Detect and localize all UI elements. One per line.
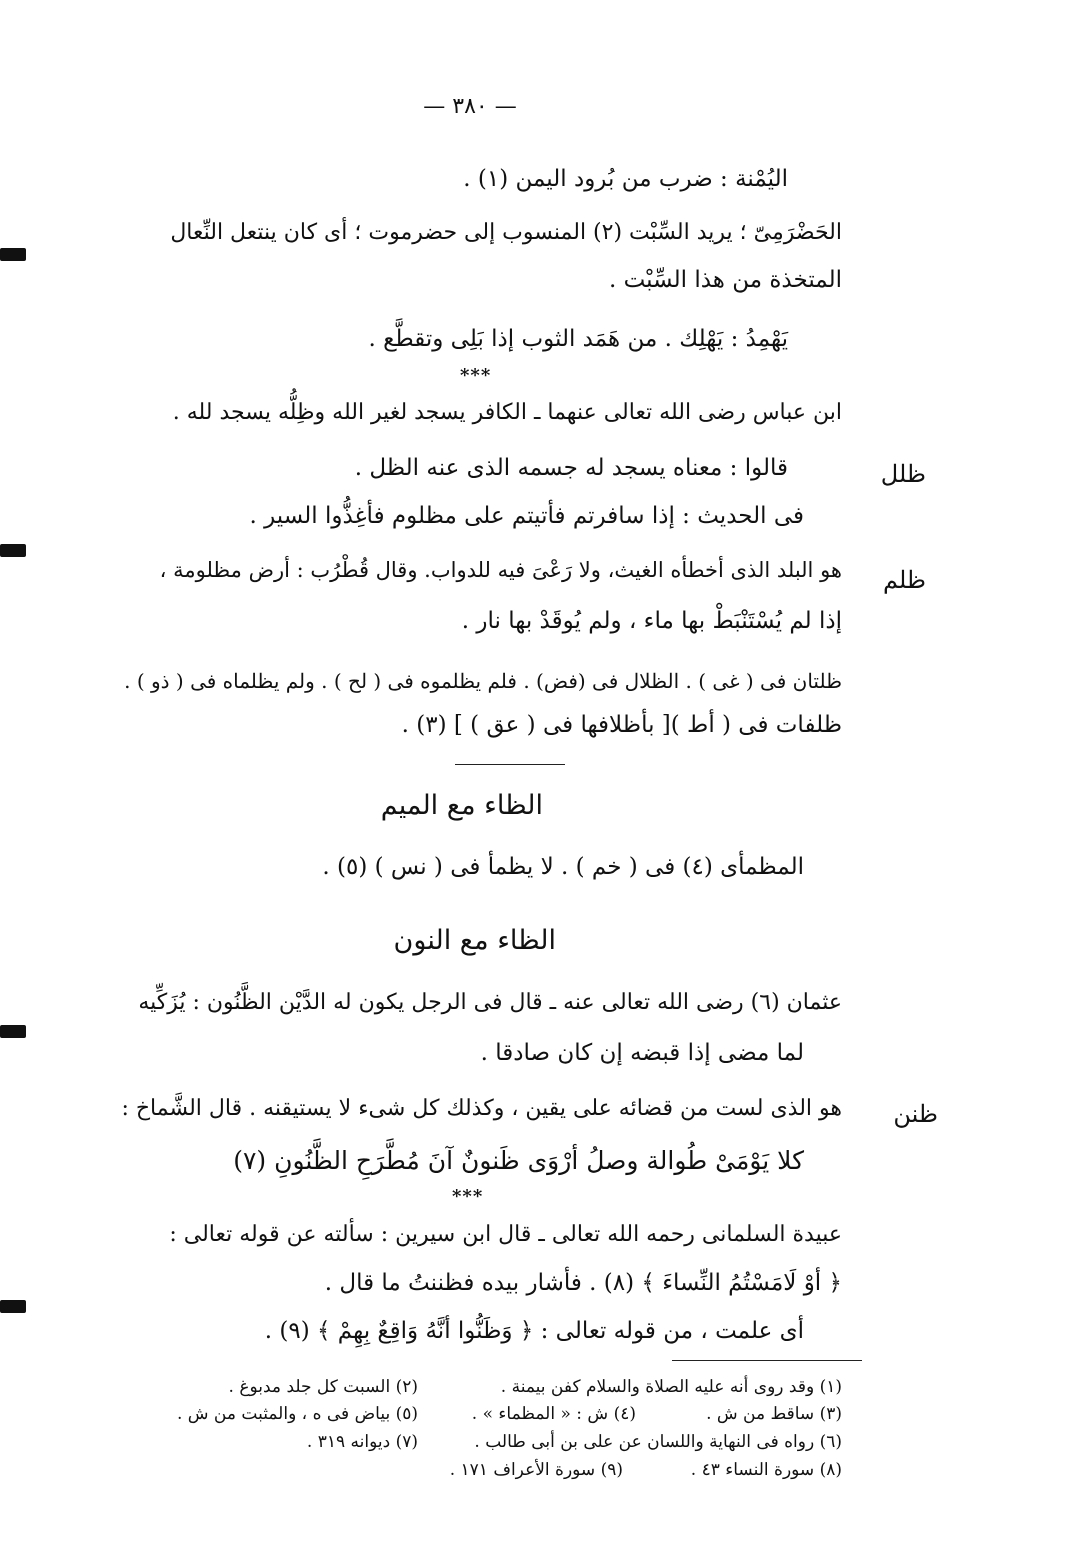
text-line: عثمان (٦) رضى الله تعالى عنه ـ قال فى الرجل يكون له الدَّيْن الظَّنُون : يُزَكِّيه <box>138 990 842 1015</box>
text-line: يَهْمِدُ : يَهْلِك . من هَمَد الثوب إذا بَلِى وتقطَّع . <box>368 326 788 352</box>
text-line: ﴿ أوْ لَامَسْتُمُ النِّساءَ ﴾ (٨) . فأشار بيده فظننتُ ما قال . <box>324 1270 842 1296</box>
text-line: قالوا : معناه يسجد له جسمه الذى عنه الظل . <box>354 455 788 481</box>
footnote: (٣) ساقط من ش . <box>706 1404 842 1424</box>
text-line: فى الحديث : إذا سافرتم فأتيتم على مظلوم فأغِذُّوا السير . <box>249 503 804 529</box>
root-word-margin: ظلم <box>882 566 926 594</box>
text-line: هو البلد الذى أخطأه الغيث، ولا رَعْىَ فيه للدواب. وقال قُطْرُب : أرض مظلومة ، <box>159 558 842 582</box>
section-divider <box>455 764 565 765</box>
root-word-margin: ظنن <box>893 1100 938 1128</box>
footnote: (٤) ش : « المظماء » . <box>471 1404 636 1424</box>
text-line: ظلتان فى ( غى ) . الظلال فى (فض) . فلم يظلموه فى ( لح ) . ولم يظلماه فى ( ذو ) . <box>124 669 842 693</box>
text-line: الحَضْرَمِىّ ؛ يريد السِّبْت (٢) المنسوب إلى حضرموت ؛ أى كان ينتعل النِّعال <box>170 220 842 245</box>
text-line: ظلفات فى ( أط )[ بأظلافها فى ( عق ) ] (٣) . <box>401 712 842 738</box>
scan-margin-mark <box>0 1300 26 1313</box>
root-word-margin: ظلل <box>880 460 926 488</box>
scan-margin-mark <box>0 248 26 261</box>
footnote-divider <box>672 1360 862 1361</box>
scan-margin-mark <box>0 1025 26 1038</box>
text-line: ابن عباس رضى الله تعالى عنهما ـ الكافر يسجد لغير الله وظِلُّه يسجد لله . <box>172 400 842 425</box>
text-line: أى علمت ، من قوله تعالى : ﴿ وَظَنُّوا أنَّهُ وَاقِعٌ بِهِمْ ﴾ (٩) . <box>264 1318 804 1344</box>
footnote: (١) وقد روى أنه عليه الصلاة والسلام كفن بيمنة . <box>500 1377 842 1397</box>
section-heading: الظاء مع النون <box>393 925 556 956</box>
page-number: — ٣٨٠ — <box>423 94 517 119</box>
text-line: المظمأى (٤) فى ( خم ) . لا يظمأ فى ( نس ) (٥) . <box>322 854 804 880</box>
footnote: (٩) سورة الأعراف ١٧١ . <box>449 1460 623 1480</box>
footnote: (٥) بياض فى ه ، والمثبت من ش . <box>176 1404 418 1424</box>
text-line: إذا لم يُسْتَنْبَطْ بها ماء ، ولم يُوقَدْ بها نار . <box>461 608 842 634</box>
footnote: (٢) السبت كل جلد مدبوغ . <box>228 1377 418 1397</box>
footnote: (٧) ديوانه ٣١٩ . <box>306 1432 418 1452</box>
text-line: هو الذى لست من قضائه على يقين ، وكذلك كل شىء لا يستيقنه . قال الشَّماخ : <box>121 1096 842 1121</box>
section-separator: *** <box>452 1186 484 1207</box>
scan-margin-mark <box>0 544 26 557</box>
text-line: لما مضى إذا قبضه إن كان صادقا . <box>480 1040 804 1066</box>
section-separator: *** <box>460 365 492 386</box>
section-heading: الظاء مع الميم <box>380 790 543 821</box>
footnote: (٦) رواه فى النهاية واللسان عن على بن أبى طالب . <box>474 1432 842 1452</box>
text-line: عبيدة السلمانى رحمه الله تعالى ـ قال ابن سيرين : سألته عن قوله تعالى : <box>169 1222 842 1247</box>
text-line: اليُمْنة : ضرب من بُرود اليمن (١) . <box>463 166 788 192</box>
footnote: (٨) سورة النساء ٤٣ . <box>690 1460 842 1480</box>
verse-line: كلا يَوْمَىْ طُوالة وصلُ أرْوَى ظَنونٌ آنَ مُطَّرَحِ الظَّنُونِ (٧) <box>233 1146 804 1175</box>
text-line: المتخذة من هذا السِّبْت . <box>608 267 842 293</box>
